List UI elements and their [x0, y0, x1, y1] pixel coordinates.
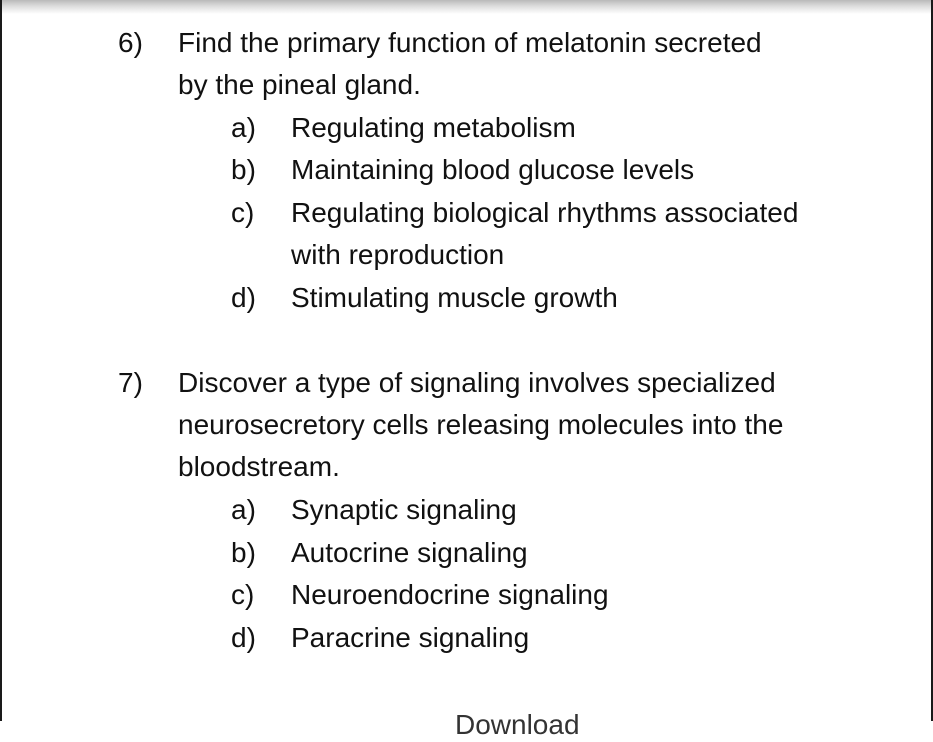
question-number: 6) — [118, 27, 143, 58]
option-text: Neuroendocrine signaling — [291, 579, 609, 610]
option-text: Paracrine signaling — [291, 622, 530, 653]
option-letter: c) — [231, 579, 255, 610]
option-text: Autocrine signaling — [291, 537, 528, 568]
option-letter: d) — [231, 622, 256, 653]
question-text-line: by the pineal gland. — [178, 69, 421, 100]
option-letter: c) — [231, 197, 255, 228]
option-text: Maintaining blood glucose levels — [291, 154, 695, 185]
question-text-line: neurosecretory cells releasing molecules into the — [178, 409, 784, 440]
question-number: 7) — [118, 367, 143, 398]
option-text: Regulating biological rhythms associated — [291, 197, 799, 228]
option-text: with reproduction — [291, 239, 505, 270]
option-letter: b) — [231, 537, 256, 568]
option-letter: b) — [231, 154, 256, 185]
option-text: Regulating metabolism — [291, 112, 576, 143]
option-letter: a) — [231, 112, 256, 143]
cut-off-text: Download — [455, 709, 580, 740]
option-text: Synaptic signaling — [291, 494, 517, 525]
option-letter: d) — [231, 282, 256, 313]
top-shadow — [0, 0, 933, 14]
page-edge-left — [0, 0, 2, 721]
option-letter: a) — [231, 494, 256, 525]
question-text-line: Find the primary function of melatonin secreted — [178, 27, 762, 58]
option-text: Stimulating muscle growth — [291, 282, 618, 313]
question-text-line: Discover a type of signaling involves specialized — [178, 367, 776, 398]
question-text-line: bloodstream. — [178, 451, 340, 482]
